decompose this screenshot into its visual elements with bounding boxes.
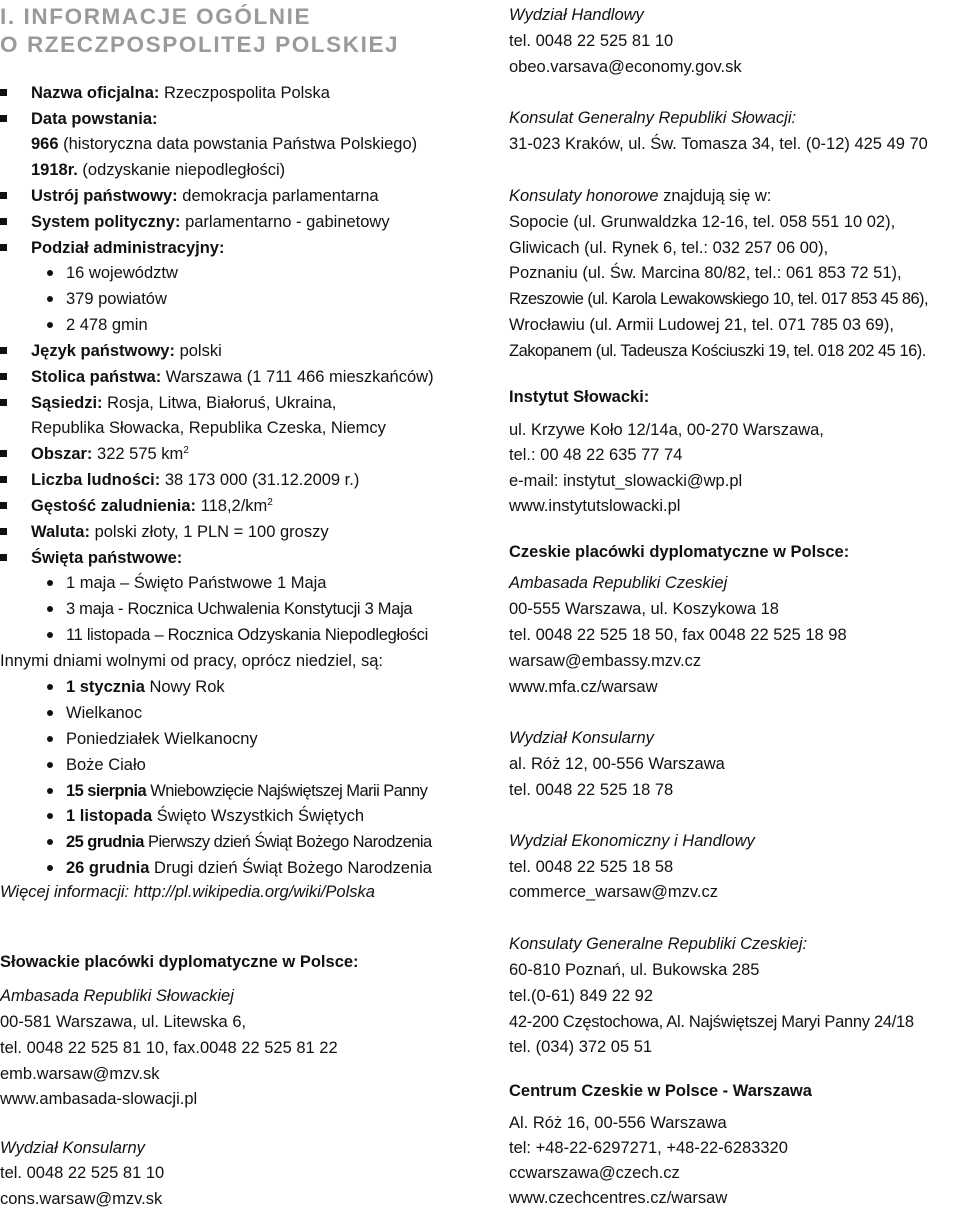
czech-consulates-line: 60-810 Poznań, ul. Bukowska 285 <box>509 961 760 979</box>
honorary-line: Wrocławiu (ul. Armii Ludowej 21, tel. 071 785 03 69), <box>509 316 894 334</box>
admin-item: 2 478 gmin <box>66 316 148 334</box>
institute-email-link[interactable]: e-mail: instytut_slowacki@wp.pl <box>509 472 743 490</box>
trade-line: tel. 0048 22 525 81 10 <box>509 32 674 50</box>
fact-label: Stolica państwa: <box>31 368 162 386</box>
fact-label: Sąsiedzi: <box>31 394 103 412</box>
fact-population <box>31 469 359 491</box>
honorary-line: Rzeszowie (ul. Karola Lewakowskiego 10, tel. 017 853 45 86), <box>509 290 928 308</box>
superscript: 2 <box>183 445 189 456</box>
honorary-heading <box>509 185 771 207</box>
honorary-line: Poznaniu (ul. Św. Marcina 80/82, tel.: 061 853 72 51), <box>509 264 902 282</box>
consular-line: tel. 0048 22 525 81 10 <box>0 1164 165 1182</box>
czech-embassy-website-link[interactable]: www.mfa.cz/warsaw <box>509 678 658 696</box>
fact-value: Rosja, Litwa, Białoruś, Ukraina, <box>107 394 337 412</box>
fact-label: Liczba ludności: <box>31 471 161 489</box>
bullet-square-icon <box>0 244 7 251</box>
embassy-line: tel. 0048 22 525 81 10, fax.0048 22 525 81 22 <box>0 1039 338 1057</box>
czech-econ-email-link[interactable]: commerce_warsaw@mzv.cz <box>509 883 718 901</box>
institute-website-link[interactable]: www.instytutslowacki.pl <box>509 497 681 515</box>
czech-consulates-line: 42-200 Częstochowa, Al. Najświętszej Maryi Panny 24/18 <box>509 1013 914 1031</box>
bullet-dot-icon <box>47 788 53 794</box>
fact-system <box>31 185 379 207</box>
fact-density <box>31 495 273 517</box>
title-line-1: I. INFORMACJE OGÓLNIE <box>0 4 312 29</box>
day-off-date: 1 stycznia <box>66 678 145 696</box>
fact-label: Język państwowy: <box>31 342 175 360</box>
czech-centre-line: tel: +48-22-6297271, +48-22-6283320 <box>509 1139 788 1157</box>
institute-line: tel.: 00 48 22 635 77 74 <box>509 446 683 464</box>
day-off-date: 15 sierpnia <box>66 782 147 800</box>
page-title <box>0 3 399 59</box>
czech-embassy-line: 00-555 Warszawa, ul. Koszykowa 18 <box>509 600 779 618</box>
czech-consular-line: al. Róż 12, 00-556 Warszawa <box>509 755 725 773</box>
holiday-item: 1 maja – Święto Państwowe 1 Maja <box>66 574 327 592</box>
fact-neighbors <box>31 392 336 414</box>
admin-item: 16 województw <box>66 264 178 282</box>
czech-consulates-line: tel. (034) 372 05 51 <box>509 1038 653 1056</box>
fact-political <box>31 211 390 233</box>
bullet-square-icon <box>0 450 7 457</box>
bullet-dot-icon <box>47 632 53 638</box>
slovak-embassy-name: Ambasada Republiki Słowackiej <box>0 987 234 1005</box>
day-off-text: Święto Wszystkich Świętych <box>156 807 365 825</box>
fact-value: 38 173 000 (31.12.2009 r.) <box>164 471 360 489</box>
bullet-square-icon <box>0 554 7 561</box>
embassy-email-link[interactable]: emb.warsaw@mzv.sk <box>0 1065 160 1083</box>
bullet-dot-icon <box>47 813 53 819</box>
bullet-dot-icon <box>47 710 53 716</box>
honorary-name: Konsulaty honorowe <box>509 187 659 205</box>
fact-value: 322 575 km <box>97 445 184 463</box>
fact-admin-label: Podział administracyjny: <box>31 239 225 257</box>
czech-consular-name: Wydział Konsularny <box>509 729 654 747</box>
fact-founding-966 <box>31 133 417 155</box>
bullet-dot-icon <box>47 762 53 768</box>
day-off-date: 25 grudnia <box>66 833 144 851</box>
czech-consulates-name: Konsulaty Generalne Republiki Czeskiej: <box>509 935 808 953</box>
days-off-intro: Innymi dniami wolnymi od pracy, oprócz niedziel, są: <box>0 652 384 670</box>
honorary-line: Zakopanem (ul. Tadeusza Kościuszki 19, tel. 018 202 45 16). <box>509 342 926 360</box>
day-off-text: Wniebowzięcie Najświętszej Marii Panny <box>150 782 428 800</box>
czech-heading: Czeskie placówki dyplomatyczne w Polsce: <box>509 543 850 561</box>
bullet-dot-icon <box>47 296 53 302</box>
day-off-item <box>66 780 427 802</box>
day-off-item: Wielkanoc <box>66 704 143 722</box>
institute-line: ul. Krzywe Koło 12/14a, 00-270 Warszawa, <box>509 421 824 439</box>
fact-official-name <box>31 82 330 104</box>
honorary-name-rest: znajdują się w: <box>658 187 772 205</box>
title-line-2: O RZECZPOSPOLITEJ POLSKIEJ <box>0 32 400 57</box>
day-off-item <box>66 676 225 698</box>
day-off-item: Poniedziałek Wielkanocny <box>66 730 258 748</box>
fact-value: 118,2/km <box>200 497 268 515</box>
bullet-square-icon <box>0 528 7 535</box>
czech-consulates-line: tel.(0-61) 849 22 92 <box>509 987 654 1005</box>
day-off-item <box>66 831 432 853</box>
fact-label: Obszar: <box>31 445 93 463</box>
fact-value: Warszawa (1 711 466 mieszkańców) <box>165 368 434 386</box>
day-off-date: 26 grudnia <box>66 859 150 877</box>
holiday-item: 3 maja - Rocznica Uchwalenia Konstytucji 3 Maja <box>66 600 413 618</box>
fact-holidays-label: Święta państwowe: <box>31 549 183 567</box>
czech-consular-line: tel. 0048 22 525 18 78 <box>509 781 674 799</box>
bullet-dot-icon <box>47 580 53 586</box>
czech-econ-line: tel. 0048 22 525 18 58 <box>509 858 674 876</box>
bullet-square-icon <box>0 347 7 354</box>
fact-value: parlamentarno - gabinetowy <box>185 213 390 231</box>
bullet-square-icon <box>0 476 7 483</box>
bullet-dot-icon <box>47 839 53 845</box>
consulate-general-name: Konsulat Generalny Republiki Słowacji: <box>509 109 797 127</box>
czech-centre-email-link[interactable]: ccwarszawa@czech.cz <box>509 1164 680 1182</box>
fact-founding-label: Data powstania: <box>31 110 158 128</box>
consulate-general-line: 31-023 Kraków, ul. Św. Tomasza 34, tel. (0-12) 425 49 70 <box>509 135 928 153</box>
bullet-dot-icon <box>47 736 53 742</box>
day-off-item <box>66 805 364 827</box>
bullet-square-icon <box>0 192 7 199</box>
trade-email-link[interactable]: obeo.varsava@economy.gov.sk <box>509 58 742 76</box>
bullet-dot-icon <box>47 606 53 612</box>
fact-label: Waluta: <box>31 523 90 541</box>
day-off-text: Nowy Rok <box>149 678 225 696</box>
fact-label: Nazwa oficjalna: <box>31 84 160 102</box>
czech-centre-website-link[interactable]: www.czechcentres.cz/warsaw <box>509 1189 728 1207</box>
bullet-dot-icon <box>47 322 53 328</box>
czech-centre-line: Al. Róż 16, 00-556 Warszawa <box>509 1114 727 1132</box>
fact-year: 1918r. <box>31 161 78 179</box>
slovak-heading: Słowackie placówki dyplomatyczne w Polsce: <box>0 953 359 971</box>
day-off-text: Pierwszy dzień Świąt Bożego Narodzenia <box>147 833 432 851</box>
fact-area <box>31 443 189 465</box>
bullet-dot-icon <box>47 865 53 871</box>
czech-centre-heading: Centrum Czeskie w Polsce - Warszawa <box>509 1082 812 1100</box>
bullet-square-icon <box>0 502 7 509</box>
fact-value: polski złoty, 1 PLN = 100 groszy <box>94 523 329 541</box>
bullet-square-icon <box>0 89 7 96</box>
fact-founding-1918 <box>31 159 285 181</box>
embassy-line: 00-581 Warszawa, ul. Litewska 6, <box>0 1013 247 1031</box>
superscript: 2 <box>267 497 273 508</box>
czech-embassy-name: Ambasada Republiki Czeskiej <box>509 574 728 592</box>
fact-language <box>31 340 222 362</box>
embassy-website-link[interactable]: www.ambasada-slowacji.pl <box>0 1090 198 1108</box>
bullet-square-icon <box>0 373 7 380</box>
slovak-consular-name: Wydział Konsularny <box>0 1139 145 1157</box>
fact-neighbors-cont: Republika Słowacka, Republika Czeska, Niemcy <box>31 419 386 437</box>
slovak-trade-name: Wydział Handlowy <box>509 6 644 24</box>
fact-label: Gęstość zaludnienia: <box>31 497 197 515</box>
fact-note: (odzyskanie niepodległości) <box>82 161 286 179</box>
czech-embassy-email-link[interactable]: warsaw@embassy.mzv.cz <box>509 652 702 670</box>
bullet-square-icon <box>0 218 7 225</box>
day-off-item: Boże Ciało <box>66 756 146 774</box>
day-off-text: Drugi dzień Świąt Bożego Narodzenia <box>154 859 432 877</box>
fact-value: Rzeczpospolita Polska <box>163 84 330 102</box>
fact-year: 966 <box>31 135 59 153</box>
holiday-item: 11 listopada – Rocznica Odzyskania Niepodległości <box>66 626 428 644</box>
more-info-link[interactable]: Więcej informacji: http://pl.wikipedia.org/wiki/Polska <box>0 883 375 901</box>
fact-value: demokracja parlamentarna <box>182 187 379 205</box>
day-off-date: 1 listopada <box>66 807 153 825</box>
fact-value: polski <box>179 342 222 360</box>
bullet-square-icon <box>0 115 7 122</box>
admin-item: 379 powiatów <box>66 290 167 308</box>
fact-capital <box>31 366 434 388</box>
fact-label: System polityczny: <box>31 213 181 231</box>
bullet-dot-icon <box>47 270 53 276</box>
honorary-line: Gliwicach (ul. Rynek 6, tel.: 032 257 06 00), <box>509 239 829 257</box>
bullet-square-icon <box>0 399 7 406</box>
czech-embassy-line: tel. 0048 22 525 18 50, fax 0048 22 525 18 98 <box>509 626 847 644</box>
fact-note: (historyczna data powstania Państwa Polskiego) <box>63 135 418 153</box>
fact-label: Ustrój państwowy: <box>31 187 178 205</box>
fact-currency <box>31 521 329 543</box>
czech-econ-name: Wydział Ekonomiczny i Handlowy <box>509 832 755 850</box>
consular-email-link[interactable]: cons.warsaw@mzv.sk <box>0 1190 163 1208</box>
bullet-dot-icon <box>47 684 53 690</box>
institute-heading: Instytut Słowacki: <box>509 388 650 406</box>
honorary-line: Sopocie (ul. Grunwaldzka 12-16, tel. 058 551 10 02), <box>509 213 896 231</box>
day-off-item <box>66 857 432 879</box>
